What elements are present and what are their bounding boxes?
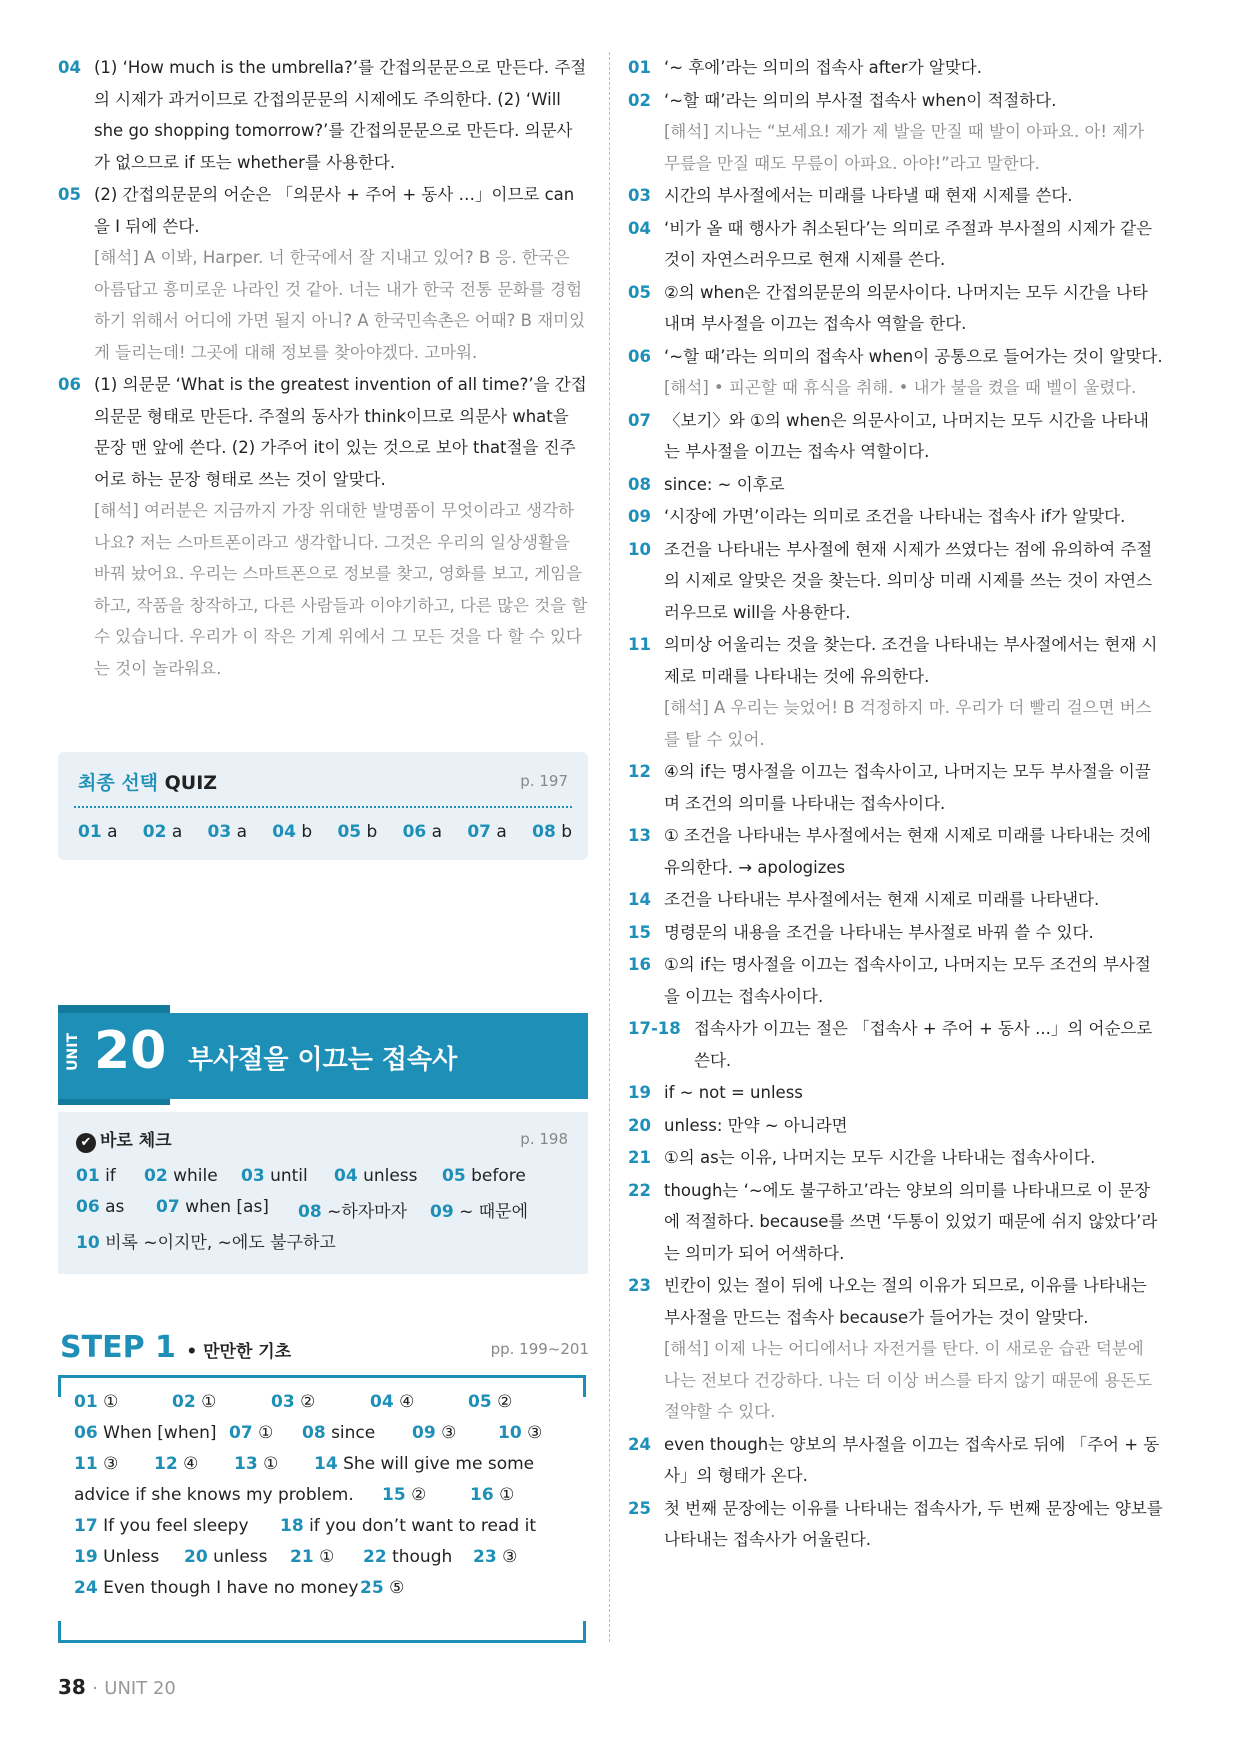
footer-unit: UNIT 20 — [104, 1678, 176, 1699]
item-text: ‘비가 올 때 행사가 취소된다’는 의미로 주절과 부사절의 시제가 같은 것이 자연스러우므로 현재 시제를 쓴다. — [664, 218, 1153, 269]
explanation-item — [58, 369, 588, 684]
item-text: ‘~할 때’라는 의미의 접속사 when이 공통으로 들어가는 것이 알맞다. — [664, 346, 1163, 366]
item-text: 명령문의 내용을 조건을 나타내는 부사절로 바꿔 쓸 수 있다. — [664, 922, 1094, 942]
explanation-item — [628, 1013, 1163, 1076]
explanation-item — [628, 52, 1163, 84]
unit-banner — [58, 1013, 588, 1099]
explanation-item — [628, 884, 1163, 916]
item-number: 02 — [628, 90, 651, 110]
step-answer: 25 ⑤ — [360, 1578, 405, 1598]
step-answer: 03 ② — [271, 1392, 316, 1412]
check-icon: ✔ — [76, 1133, 96, 1153]
step-answer: 01 ① — [74, 1392, 119, 1412]
unit-number: 20 — [94, 1021, 167, 1081]
item-number: 12 — [628, 762, 651, 781]
step-answer: 13 ① — [234, 1454, 279, 1474]
item-text: 〈보기〉와 ①의 when은 의문사이고, 나머지는 모두 시간을 나타내는 부사절을 이끄는 접속사 역할이다. — [664, 410, 1149, 461]
check-answer: 10 비록 ~이지만, ~에도 불구하고 — [76, 1233, 336, 1253]
item-translation: [해석] A 우리는 늦었어! B 걱정하지 마. 우리가 더 빨리 걸으면 버스를 탈 수 있어. — [664, 698, 1152, 749]
item-text: (1) 의문문 ‘What is the greatest invention of all time?’을 간접의문문 형태로 만든다. 주절의 동사가 think이므로 의문사 what을 문장 맨 앞에 쓴다. (2) 가주어 it이 있는 것으로 보아 that절을 진주어로 하는 문장 형태로 쓰는 것이 알맞다. — [94, 375, 587, 489]
explanation-item — [628, 1175, 1163, 1270]
step-answer: 06 When [when] — [74, 1423, 217, 1443]
item-translation: [해석] • 피곤할 때 휴식을 취해. • 내가 불을 켰을 때 벨이 울렸다. — [664, 378, 1137, 397]
item-number: 11 — [628, 635, 651, 654]
explanation-item — [628, 277, 1163, 340]
item-text: 조건을 나타내는 부사절에서는 현재 시제로 미래를 나타낸다. — [664, 890, 1100, 909]
explanation-item — [58, 52, 588, 178]
quiz-title: 최종 선택 QUIZ — [78, 772, 218, 794]
item-number: 08 — [628, 474, 651, 494]
step-answer: 21 ① — [290, 1547, 335, 1567]
item-text: 의미상 어울리는 것을 찾는다. 조건을 나타내는 부사절에서는 현재 시제로 미래를 나타내는 것에 유의한다. — [664, 635, 1158, 686]
unit-label: UNIT — [65, 1033, 81, 1071]
explanation-item — [628, 629, 1163, 755]
item-number: 01 — [628, 58, 651, 77]
item-number: 23 — [628, 1276, 651, 1295]
explanation-item — [628, 1493, 1163, 1556]
item-text: since: ~ 이후로 — [664, 474, 785, 494]
step-answer: 05 ② — [468, 1392, 513, 1412]
item-text: ‘~할 때’라는 의미의 부사절 접속사 when이 적절하다. — [664, 90, 1057, 110]
step-answer: 07 ① — [229, 1423, 274, 1443]
item-number: 05 — [628, 282, 651, 302]
item-text: ①의 as는 이유, 나머지는 모두 시간을 나타내는 접속사이다. — [664, 1148, 1096, 1167]
explanation-item — [58, 179, 588, 368]
quiz-answer: 08 b — [532, 822, 572, 842]
explanation-item — [628, 1077, 1163, 1109]
check-answer: 01 if — [76, 1166, 116, 1186]
item-number: 09 — [628, 507, 651, 526]
item-number: 25 — [628, 1498, 651, 1518]
item-number: 15 — [628, 922, 651, 942]
item-text: ②의 when은 간접의문문의 의문사이다. 나머지는 모두 시간을 나타내며 부사절을 이끄는 접속사 역할을 한다. — [664, 282, 1148, 333]
item-number: 21 — [628, 1148, 651, 1167]
explanation-item — [628, 534, 1163, 629]
step-answer: 14 She will give me some — [314, 1454, 535, 1474]
item-text: ‘시장에 가면’이라는 의미로 조건을 나타내는 접속사 if가 알맞다. — [664, 507, 1126, 526]
step-answer: 08 since — [302, 1423, 376, 1443]
check-answer: 04 unless — [334, 1166, 418, 1186]
quiz-answer: 02 a — [142, 822, 183, 842]
item-number: 06 — [628, 346, 651, 366]
page-number: 38 — [58, 1675, 86, 1699]
step-answer: 23 ③ — [473, 1547, 518, 1567]
explanation-item — [628, 1142, 1163, 1174]
item-number: 05 — [58, 185, 81, 204]
item-number: 24 — [628, 1434, 651, 1454]
item-text: (1) ‘How much is the umbrella?’를 간접의문문으로 만든다. 주절의 시제가 과거이므로 간접의문문의 시제에도 주의한다. (2) ‘Will she go shopping tomorrow?’를 간접의문문으로 만든다. 의문사가 없으므로 if 또는 whether를 사용한다. — [94, 58, 587, 172]
item-text: unless: 만약 ~ 아니라면 — [664, 1115, 848, 1135]
step-answer-box — [58, 1375, 586, 1643]
check-answer: 08 ~하자마자 — [298, 1202, 408, 1222]
step-answer: 10 ③ — [498, 1423, 543, 1443]
item-text: ① 조건을 나타내는 부사절에서는 현재 시제로 미래를 나타내는 것에 유의한다. → apologizes — [664, 826, 1152, 877]
item-translation: [해석] A 이봐, Harper. 너 한국에서 잘 지내고 있어? B 응. 한국은 아름답고 흥미로운 나라인 것 같아. 너는 내가 한국 전통 문화를 경험하기 위해서 어디에 가면 될지 아니? A 한국민속촌은 어때? B 재미있게 들리는데! 그곳에 대해 정보를 찾아야겠다. 고마워. — [94, 248, 586, 362]
check-answer: 09 ~ 때문에 — [430, 1202, 528, 1222]
explanation-item — [628, 213, 1163, 276]
item-text: (2) 간접의문문의 어순은 「의문사 + 주어 + 동사 …」이므로 can을 I 뒤에 쓴다. — [94, 185, 575, 236]
step-page-ref: pp. 199~201 — [490, 1340, 589, 1358]
check-answer: 03 until — [241, 1166, 308, 1186]
final-quiz-box — [58, 752, 588, 860]
quick-check-box — [58, 1112, 588, 1274]
item-number: 20 — [628, 1115, 651, 1135]
unit-title: 부사절을 이끄는 접속사 — [188, 1045, 458, 1075]
explanation-item — [628, 820, 1163, 883]
item-number: 03 — [628, 186, 651, 205]
item-number: 06 — [58, 375, 81, 394]
item-text: 시간의 부사절에서는 미래를 나타낼 때 현재 시제를 쓴다. — [664, 186, 1073, 205]
item-text: 접속사가 이끄는 절은 「접속사 + 주어 + 동사 ...」의 어순으로 쓴다. — [694, 1019, 1153, 1070]
explanation-item — [628, 501, 1163, 533]
item-number: 19 — [628, 1083, 651, 1102]
step-answer: 11 ③ — [74, 1454, 119, 1474]
explanation-item — [628, 949, 1163, 1012]
step-title: STEP 1 • 만만한 기초 — [60, 1330, 292, 1365]
quiz-dotted-divider — [74, 806, 572, 808]
item-number: 10 — [628, 539, 651, 559]
step-answer: 19 Unless — [74, 1547, 160, 1567]
item-text: if ~ not = unless — [664, 1083, 803, 1102]
item-translation: [해석] 지나는 “보세요! 제가 제 발을 만질 때 발이 아파요. 아! 제가 무릎을 만질 때도 무릎이 아파요. 아야!”라고 말한다. — [664, 122, 1145, 173]
explanation-item — [628, 180, 1163, 212]
step-answer: 24 Even though I have no money — [74, 1578, 359, 1598]
explanation-item — [628, 405, 1163, 468]
item-text: ④의 if는 명사절을 이끄는 접속사이고, 나머지는 모두 부사절을 이끌며 조건의 의미를 나타내는 접속사이다. — [664, 762, 1151, 813]
explanation-item — [628, 1429, 1163, 1492]
quiz-answers — [78, 822, 572, 842]
item-number: 07 — [628, 410, 651, 430]
item-number: 14 — [628, 890, 651, 909]
explanation-item — [628, 1270, 1163, 1428]
explanation-item — [628, 469, 1163, 501]
step-answer: 15 ② — [382, 1485, 427, 1505]
item-text: ①의 if는 명사절을 이끄는 접속사이고, 나머지는 모두 조건의 부사절을 이끄는 접속사이다. — [664, 955, 1151, 1006]
item-text: 조건을 나타내는 부사절에 현재 시제가 쓰였다는 점에 유의하여 주절의 시제로 알맞은 것을 찾는다. 의미상 미래 시제를 쓰는 것이 자연스러우므로 will을 사용한다. — [664, 539, 1153, 622]
quiz-answer: 04 b — [272, 822, 313, 842]
item-text: 빈칸이 있는 절이 뒤에 나오는 절의 이유가 되므로, 이유를 나타내는 부사절을 만드는 접속사 because가 들어가는 것이 알맞다. — [664, 1276, 1147, 1327]
quiz-answer: 06 a — [402, 822, 443, 842]
item-text: 첫 번째 문장에는 이유를 나타내는 접속사가, 두 번째 문장에는 양보를 나타내는 접속사가 어울린다. — [664, 1498, 1163, 1549]
check-answer: 06 as — [76, 1197, 125, 1217]
explanation-item — [628, 85, 1163, 180]
explanation-item — [628, 341, 1163, 404]
explanation-item — [628, 1110, 1163, 1142]
step-answer: 17 If you feel sleepy — [74, 1516, 249, 1536]
item-translation: [해석] 여러분은 지금까지 가장 위대한 발명품이 무엇이라고 생각하나요? 저는 스마트폰이라고 생각합니다. 그것은 우리의 일상생활을 바꿔 놨어요. 우리는 스마트폰으로 정보를 찾고, 영화를 보고, 게임을 하고, 작품을 창작하고, 다른 사람들과 이야기하고, 다른 많은 것을 할 수 있습니다. 우리가 이 작은 기계 위에서 그 모든 것을 다 할 수 있다는 것이 놀라워요. — [94, 501, 588, 678]
item-text: though는 ‘~에도 불구하고’라는 양보의 의미를 나타내므로 이 문장에 적절하다. because를 쓰면 ‘두통이 있었기 때문에 쉬지 않았다’라는 의미가 되어 어색하다. — [664, 1180, 1158, 1263]
quiz-answer: 03 a — [207, 822, 248, 842]
item-translation: [해석] 이제 나는 어디에서나 자전거를 탄다. 이 새로운 습관 덕분에 나는 전보다 건강하다. 나는 더 이상 버스를 타지 않기 때문에 용돈도 절약할 수 있다. — [664, 1339, 1153, 1421]
step-answer: advice if she knows my problem. — [74, 1485, 354, 1505]
step-answer: 16 ① — [470, 1485, 515, 1505]
quiz-answer: 05 b — [337, 822, 378, 842]
explanation-item — [628, 917, 1163, 949]
item-number: 16 — [628, 955, 651, 974]
step-answer: 04 ④ — [370, 1392, 415, 1412]
left-column — [58, 52, 588, 685]
item-number: 04 — [628, 218, 651, 238]
item-text: even though는 양보의 부사절을 이끄는 접속사로 뒤에 「주어 + 동사」의 형태가 온다. — [664, 1434, 1160, 1485]
page-footer: 38 · UNIT 20 — [58, 1675, 176, 1699]
item-number: 22 — [628, 1180, 651, 1200]
step-answer: 12 ④ — [154, 1454, 199, 1474]
step-answer: 20 unless — [184, 1547, 268, 1567]
check-answer: 07 when [as] — [156, 1197, 269, 1217]
quick-check-page-ref: p. 198 — [520, 1130, 568, 1148]
item-text: ‘~ 후에’라는 의미의 접속사 after가 알맞다. — [664, 58, 982, 77]
explanation-item — [628, 756, 1163, 819]
step-answer: 02 ① — [172, 1392, 217, 1412]
column-divider — [609, 52, 610, 1642]
item-number: 13 — [628, 826, 651, 845]
right-column — [628, 52, 1163, 1557]
quiz-page-ref: p. 197 — [520, 772, 568, 790]
quick-check-title: ✔ 바로 체크 — [76, 1126, 172, 1153]
check-answer: 05 before — [442, 1166, 526, 1186]
step-answer: 18 if you don’t want to read it — [280, 1516, 536, 1536]
check-answer: 02 while — [144, 1166, 218, 1186]
step-answer: 09 ③ — [412, 1423, 457, 1443]
step-answer: 22 though — [363, 1547, 453, 1567]
item-number: 04 — [58, 58, 81, 77]
quiz-answer: 07 a — [467, 822, 507, 842]
quiz-answer: 01 a — [78, 822, 118, 842]
item-number: 17-18 — [628, 1019, 681, 1038]
